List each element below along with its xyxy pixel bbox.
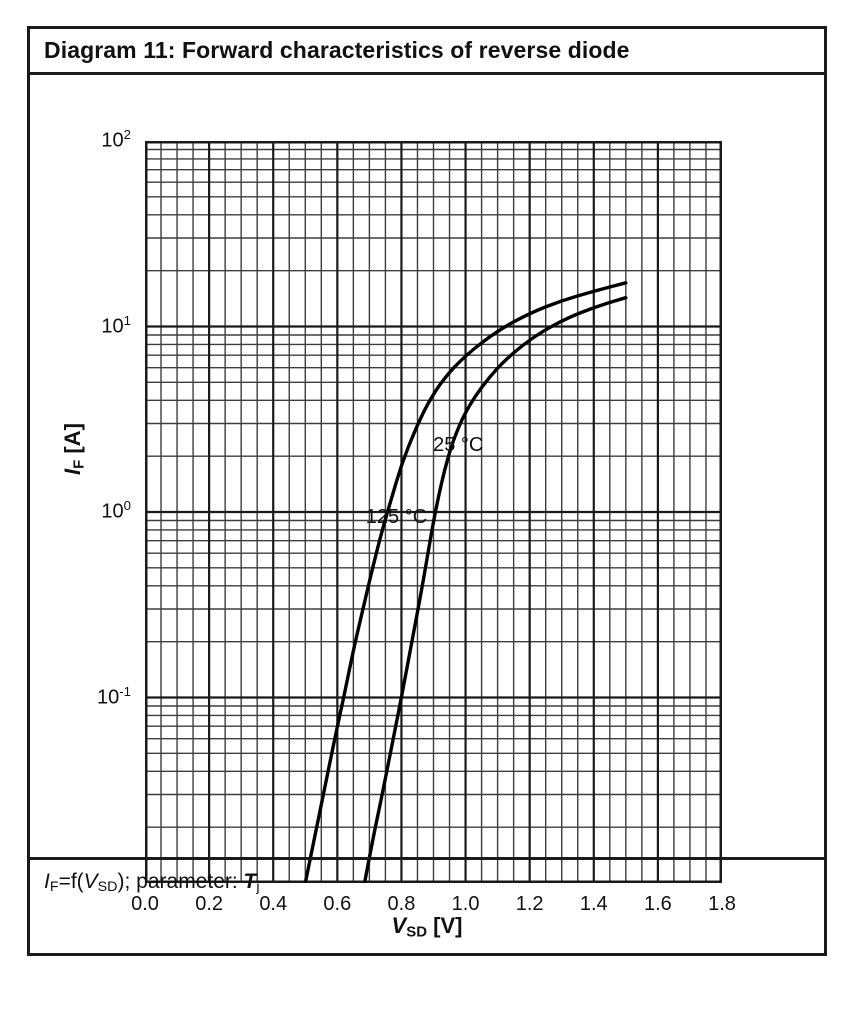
y-tick-mantissa: 10 — [101, 500, 124, 523]
y-tick-mantissa: 10 — [101, 129, 124, 152]
diagram-caption-bar — [30, 857, 824, 905]
chart-svg — [145, 141, 722, 883]
y-tick-label — [61, 313, 131, 338]
x-axis-title-symbol: V — [391, 913, 407, 938]
x-axis-title-subscript: SD — [406, 923, 427, 941]
plot-area — [30, 75, 824, 941]
x-tick-label: 0.6 — [323, 893, 352, 915]
caption-voltage-symbol: V — [83, 869, 98, 893]
x-tick-label: 0.2 — [195, 893, 224, 915]
curve-label: 125 °C — [365, 506, 428, 529]
x-tick-label: 1.8 — [708, 893, 736, 915]
y-tick-exponent: -1 — [119, 683, 131, 699]
caption-voltage-subscript: SD — [97, 879, 118, 896]
y-tick-label — [61, 127, 131, 152]
x-tick-label: 0.8 — [387, 893, 416, 915]
caption-current-subscript: F — [49, 879, 59, 896]
caption-temperature-subscript: j — [256, 879, 260, 896]
y-axis-title-symbol: I — [60, 468, 85, 475]
caption-current-symbol: I — [44, 869, 50, 893]
x-axis-title — [30, 913, 824, 940]
y-axis-title-unit: [A] — [60, 423, 85, 454]
caption-mid: ); parameter: — [117, 869, 244, 893]
caption-prefix: =f( — [58, 869, 84, 893]
curve-label: 25 °C — [433, 434, 484, 457]
x-axis-title-unit: [V] — [433, 913, 463, 938]
y-axis-title-subscript: F — [70, 459, 88, 469]
y-tick-exponent: 1 — [123, 312, 131, 328]
x-tick-label: 1.2 — [515, 893, 544, 915]
caption-temperature-symbol: T — [243, 869, 257, 893]
diagram-title-bar — [30, 29, 824, 75]
x-tick-label: 1.0 — [451, 893, 480, 915]
graph-canvas — [145, 141, 722, 883]
y-axis-title — [60, 423, 87, 475]
x-tick-label: 0.0 — [131, 893, 159, 915]
x-tick-label: 0.4 — [259, 893, 288, 915]
x-tick-label: 1.6 — [643, 893, 672, 915]
y-tick-label — [61, 684, 131, 709]
y-tick-mantissa: 10 — [97, 685, 120, 708]
x-tick-label: 1.4 — [579, 893, 608, 915]
y-tick-exponent: 2 — [123, 127, 131, 142]
diagram-figure — [27, 26, 827, 956]
diagram-caption — [44, 870, 260, 895]
page-title: Diagram 11: Forward characteristics of reverse diode — [44, 37, 630, 63]
y-tick-label — [61, 498, 131, 523]
y-tick-mantissa: 10 — [101, 314, 124, 337]
y-tick-exponent: 0 — [123, 498, 131, 513]
curve-2 — [365, 298, 626, 883]
